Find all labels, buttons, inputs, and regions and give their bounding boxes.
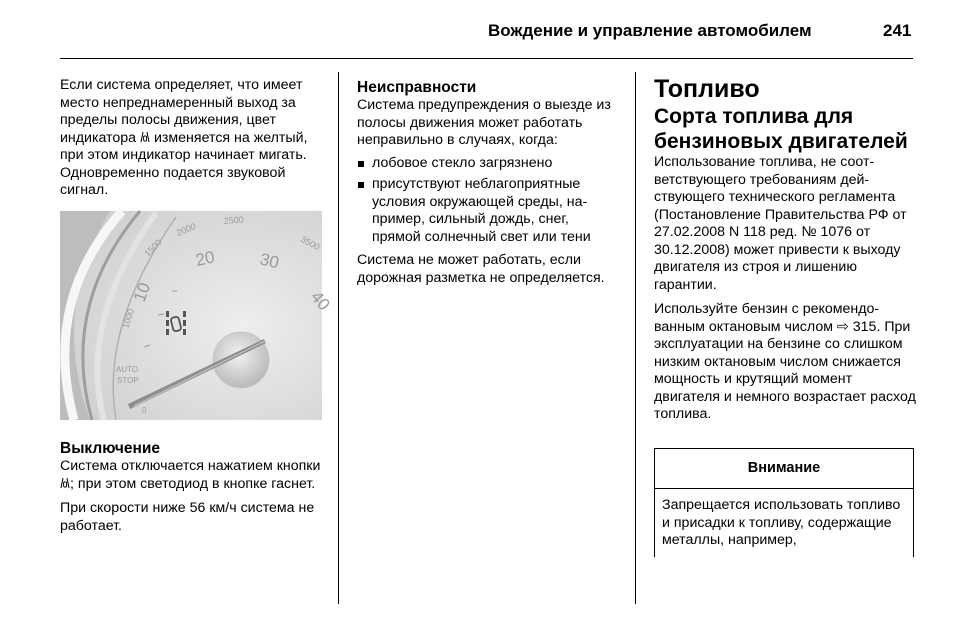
list-item: присутствуют неблагоприятные условия окружающей среды, например, сильный дождь, снег, прямой солнечный свет или тени	[357, 176, 621, 246]
rpm-label: 2500	[223, 214, 245, 226]
column-1	[60, 77, 334, 534]
instrument-cluster-image	[60, 211, 334, 420]
auto-stop-label: STOP	[117, 376, 139, 385]
off-paragraph: Система отключается нажатием кнопки ; при этом светодиод в кнопке гаснет.	[60, 458, 321, 492]
off-heading: Выключение	[60, 440, 161, 457]
rpm-label: 3500	[299, 233, 322, 253]
column-divider-1	[338, 72, 339, 604]
malfunctions-heading: Неисправности	[357, 79, 477, 96]
column-3	[654, 74, 916, 424]
speed-label: 20	[193, 247, 217, 270]
header-rule	[60, 58, 913, 59]
column-2	[357, 78, 621, 287]
speed-label: 30	[258, 249, 281, 273]
rpm-label: 2000	[175, 221, 198, 238]
malfunctions-list	[357, 155, 621, 247]
bullet-icon	[358, 182, 364, 188]
malfunctions-intro: Система предупреждения о выезде из полосы движения может работать неправильно в случаях, когда:	[357, 97, 611, 148]
lane-departure-icon	[140, 131, 150, 143]
page-number: 241	[883, 21, 912, 40]
running-header: Вождение и управление автомобилем	[488, 21, 812, 40]
column-divider-2	[635, 72, 636, 604]
rpm-label: 1000	[120, 307, 137, 330]
fuel-paragraph-1: Использование топлива, не соответствующего требованиям действующего технического регламента (Постановление Правительства РФ от 27.02.2008 N 118 ред. № 1076 от 30.12.2008) может привести к выходу двигателя из строя и лишению гарантии.	[654, 154, 907, 293]
speed-limit-paragraph: При скорости ниже 56 км/ч система не работает.	[60, 500, 315, 534]
list-item: лобовое стекло загрязнено	[357, 155, 621, 173]
warning-box	[654, 448, 914, 557]
bullet-icon	[358, 161, 364, 167]
subsection-title: Сорта топлива для бензиновых двигателей	[654, 105, 908, 153]
speed-label: 40	[306, 287, 334, 315]
speed-label: 10	[129, 280, 155, 305]
lane-warning-paragraph: Если система определяет, что имеет место непреднамеренный выход за пределы полосы движения, цвет индикатора изменяется на желтый, при этом индикатор начинает мигать. Одновременно подается звуковой сигнал.	[60, 77, 308, 198]
section-title: Топливо	[654, 75, 760, 103]
zero-label: 0	[142, 406, 147, 415]
page-reference-icon: ⇨	[836, 318, 849, 335]
warning-body: Запрещается использовать топливо и присадки к топливу, содержащие металлы, например,	[662, 497, 901, 548]
fuel-paragraph-2: Используйте бензин с рекомендованным октановым числом ⇨ 315. При эксплуатации на бензине со слишком низким октановым числом снижается мощность и крутящий момент двигателя и немного возрастает расход топлива.	[654, 301, 916, 422]
warning-title: Внимание	[655, 449, 913, 489]
malfunctions-outro: Система не может работать, если дорожная разметка не определяется.	[357, 252, 605, 286]
auto-stop-label: AUTO	[116, 365, 139, 374]
lane-departure-icon	[60, 477, 70, 489]
page-reference[interactable]: 315	[852, 318, 877, 335]
rpm-label: 1500	[142, 237, 164, 259]
